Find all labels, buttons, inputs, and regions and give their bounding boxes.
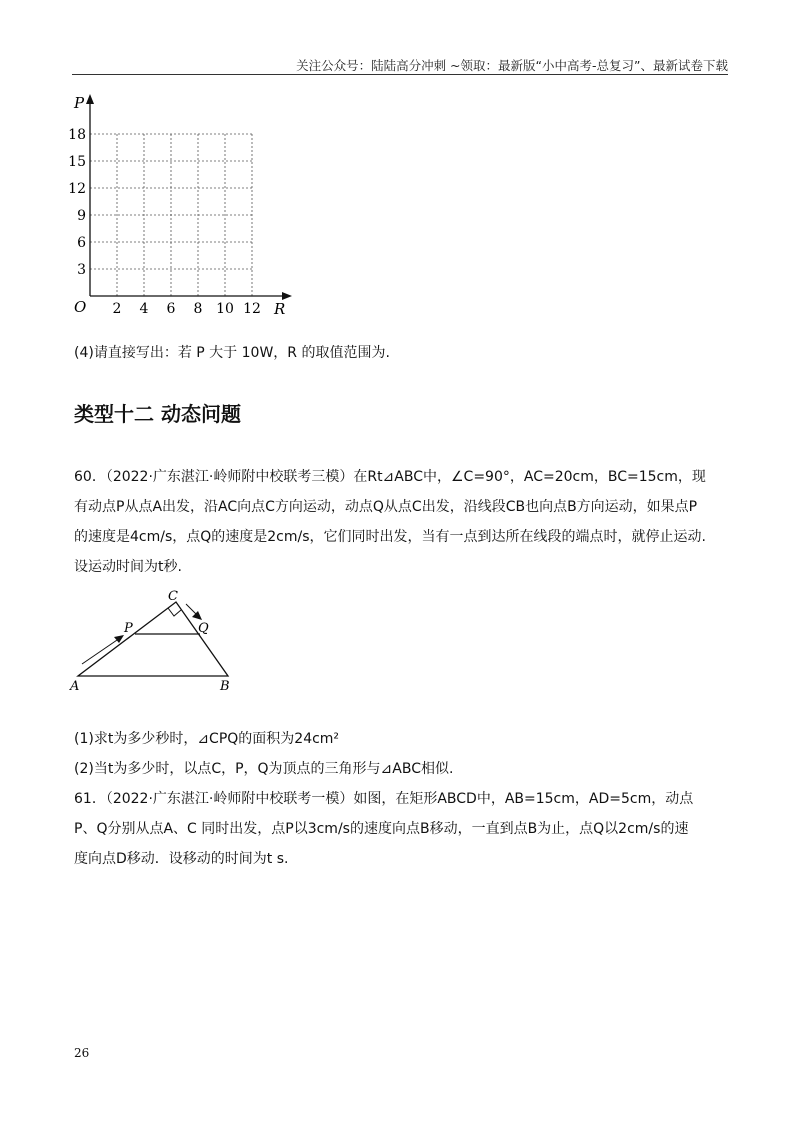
y-tick-label: 6 [77, 235, 86, 251]
page-number: 26 [74, 1046, 90, 1060]
point-b-label: B [220, 679, 230, 694]
problem-61-line-1: 61．（2022·广东湛江·岭师附中校联考一模）如图，在矩形ABCD中，AB=15cm，AD=5cm，动点 [74, 791, 694, 807]
point-a-label: A [70, 679, 80, 694]
x-tick-label: 6 [166, 301, 176, 316]
point-q-label: Q [198, 621, 209, 636]
y-axis-label: P [74, 94, 85, 112]
coordinate-grid [60, 88, 310, 316]
x-axis-label: R [274, 300, 286, 316]
question-4: (4)请直接写出：若 P 大于 10W，R 的取值范围为. [74, 345, 390, 361]
x-tick-label: 10 [216, 301, 234, 316]
problem-60-subquestions [74, 724, 734, 784]
point-p-label: P [124, 621, 133, 636]
problem-61 [74, 784, 734, 874]
x-tick-labels [113, 301, 261, 316]
header-divider [72, 74, 728, 75]
axes [86, 94, 292, 300]
problem-60-line-3: 的速度是4cm/s，点Q的速度是2cm/s，它们同时出发，当有一点到达所在线段的端点时，就停止运动. [74, 529, 706, 545]
problem-60-sub-2: (2)当t为多少时，以点C，P，Q为顶点的三角形与⊿ABC相似. [74, 761, 454, 777]
y-tick-labels [68, 127, 86, 278]
origin-label: O [74, 298, 87, 316]
x-tick-label: 2 [112, 301, 122, 316]
problem-60-line-1: 60．（2022·广东湛江·岭师附中校联考三模）在Rt⊿ABC中，∠C=90°，AC=20cm，BC=15cm，现 [74, 469, 706, 485]
y-tick-label: 18 [68, 127, 86, 143]
y-tick-label: 12 [68, 181, 86, 197]
x-tick-label: 12 [243, 301, 261, 316]
problem-60-line-2: 有动点P从点A出发，沿AC向点C方向运动，动点Q从点C出发，沿线段CB也向点B方向运动，如果点P [74, 499, 698, 515]
problem-60 [74, 462, 734, 582]
page-header: 关注公众号：陆陆高分冲刺 ~领取：最新版“小中高考-总复习”、最新试卷下载 [296, 58, 728, 73]
y-tick-label: 3 [77, 262, 86, 278]
section-title: 类型十二 动态问题 [74, 402, 241, 426]
y-tick-label: 9 [77, 208, 86, 224]
problem-60-line-4: 设运动时间为t秒. [74, 559, 182, 575]
y-tick-label: 15 [68, 154, 86, 170]
triangle-figure [68, 586, 248, 696]
problem-60-sub-1: (1)求t为多少秒时，⊿CPQ的面积为24cm² [74, 731, 340, 747]
x-tick-label: 4 [139, 301, 149, 316]
problem-61-line-3: 度向点D移动．设移动的时间为t s. [74, 851, 289, 867]
x-tick-label: 8 [193, 301, 203, 316]
problem-61-line-2: P、Q分别从点A、C 同时出发，点P以3cm/s的速度向点B移动，一直到点B为止，点Q以2cm/s的速 [74, 821, 689, 837]
point-c-label: C [168, 589, 178, 604]
grid-lines [90, 134, 252, 296]
